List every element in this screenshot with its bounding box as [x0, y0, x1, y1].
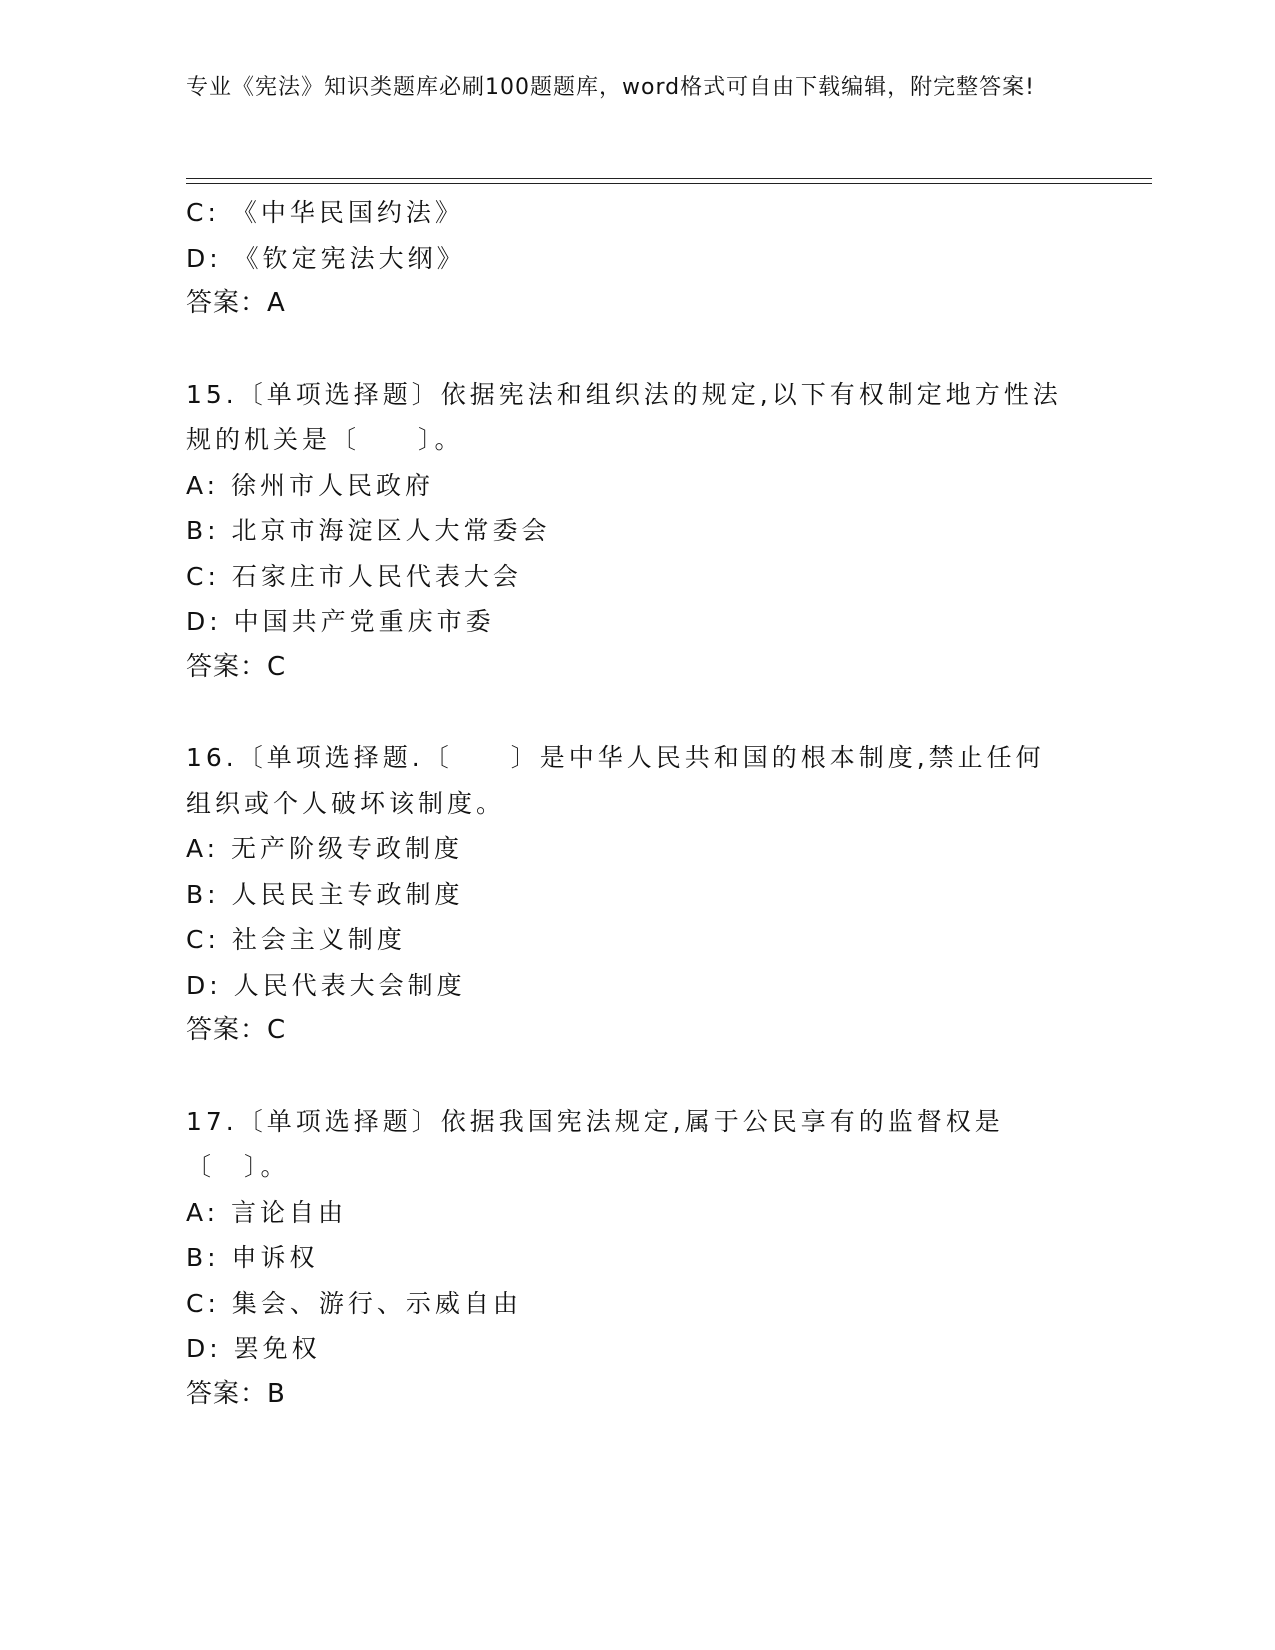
question-stem: 17.〔单项选择题〕依据我国宪法规定,属于公民享有的监督权是〔 〕。	[186, 1106, 1004, 1181]
option-a: A: 徐州市人民政府	[186, 470, 435, 500]
answer-line: 答案：A	[186, 288, 286, 318]
question-block-15	[186, 372, 1066, 691]
option-b: B: 申诉权	[186, 1243, 319, 1272]
spacer	[186, 690, 1066, 735]
spacer	[186, 327, 1066, 372]
answer-line: 答案：C	[186, 651, 287, 682]
question-stem: 15.〔单项选择题〕依据宪法和组织法的规定,以下有权制定地方性法规的机关是〔 〕。	[186, 379, 1062, 454]
option-a: A: 言论自由	[186, 1197, 348, 1227]
prev-question-block	[186, 190, 1066, 327]
option-c: C: 《中华民国约法》	[186, 198, 464, 227]
option-c: C: 社会主义制度	[186, 925, 406, 954]
question-stem: 16.〔单项选择题.〔 〕是中华人民共和国的根本制度,禁止任何组织或个人破坏该制度。	[186, 743, 1045, 818]
question-block-16	[186, 735, 1066, 1054]
spacer	[186, 1054, 1066, 1099]
answer-line: 答案：B	[186, 1378, 286, 1409]
option-d: D: 中国共产党重庆市委	[186, 607, 495, 636]
header-divider-top	[186, 178, 1152, 179]
option-c: C: 石家庄市人民代表大会	[186, 561, 522, 591]
option-d: D: 人民代表大会制度	[186, 970, 466, 1000]
question-list	[186, 190, 1066, 1417]
option-a: A: 无产阶级专政制度	[186, 834, 464, 863]
option-b: B: 北京市海淀区人大常委会	[186, 516, 551, 545]
header-divider-bottom	[186, 183, 1152, 184]
answer-line: 答案：C	[186, 1015, 287, 1045]
option-b: B: 人民民主专政制度	[186, 879, 464, 909]
option-d: D: 《钦定宪法大纲》	[186, 243, 466, 273]
question-block-17	[186, 1099, 1066, 1418]
option-d: D: 罢免权	[186, 1334, 321, 1363]
option-c: C: 集会、游行、示威自由	[186, 1288, 522, 1318]
document-header: 专业《宪法》知识类题库必刷100题题库，word格式可自由下载编辑，附完整答案!	[186, 75, 1035, 100]
